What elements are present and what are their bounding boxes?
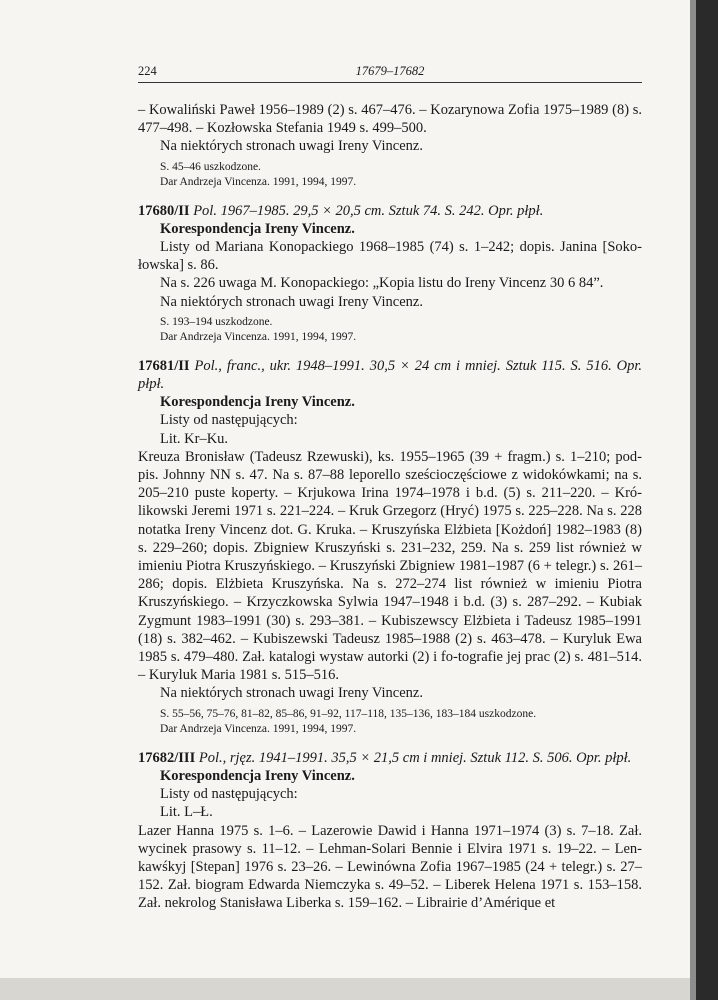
entry-header-17681 — [138, 357, 642, 393]
entry-header-17680 — [138, 202, 642, 220]
page-header — [138, 64, 642, 83]
continuation-text: – Kowaliński Paweł 1956–1989 (2) s. 467–476. – Kozarynowa Zofia 1975–1989 (8) s. 477–498. – Kozłowska Stefania 1949 s. 499–500. — [138, 102, 642, 137]
entry-title: Korespondencja Ireny Vincenz. — [160, 767, 355, 784]
entry-id: 17682/III — [138, 749, 196, 766]
condition-note: S. 55–56, 75–76, 81–82, 85–86, 91–92, 117–118, 135–136, 183–184 uszkodzone. — [160, 707, 537, 720]
entry-title: Korespondencja Ireny Vincenz. — [160, 394, 355, 411]
entry-header-17682 — [138, 749, 642, 767]
provenance-note: Dar Andrzeja Vincenza. 1991, 1994, 1997. — [160, 330, 357, 343]
entry-id: 17680/II — [138, 202, 190, 219]
entry-id: 17681/II — [138, 357, 190, 374]
entry-text: Listy od Mariana Konopackiego 1968–1985 (74) s. 1–242; dopis. Janina [Soko-łowska] s. 86. — [138, 239, 642, 274]
provenance-note: Dar Andrzeja Vincenza. 1991, 1994, 1997. — [160, 722, 357, 735]
note-text: Na niektórych stronach uwagi Ireny Vincenz. — [160, 138, 423, 155]
entry-body: Kreuza Bronisław (Tadeusz Rzewuski), ks. 1955–1965 (39 + fragm.) s. 1–210; pod-pis. Johnny NN s. 47. Na s. 87–88 leporello sześcioczęściowe z widokówkami; na s. 205–210 puste koperty. – Krjukowa Irina 1974–1978 i b.d. (5) s. 211–220. – Kró-likowski Jeremi 1971 s. 221–224. – Kruk Grzegorz (Hryć) 1975 s. 225–228. Na s. 228 notatka Ireny Vincenz dot. G. Kruka. – Kruszyńska Elżbieta [Kożdoń] 1982–1983 (8) s. 229–260; dopis. Zbigniew Kruszyński s. 231–232, 259. Na s. 259 list również w imieniu Piotra Kruszyńskiego. – Kruszyński Zbigniew 1981–1987 (6 + telegr.) s. 261–286; dopis. Elżbieta Kruszyńska. Na s. 272–274 list również w imieniu Piotra Kruszyńskiego. – Krzyczkowska Sylwia 1947–1948 i b.d. (3) s. 287–292. – Kubiak Zygmunt 1983–1991 (30) s. 293–381. – Kubiszewscy Elżbieta i Tadeusz 1985–1991 (18) s. 382–462. – Kubiszewski Tadeusz 1985–1988 (2) s. 463–478. – Kuryluk Ewa 1985 s. 479–480. Zał. katalogi wystaw autorki (2) i fo-tografie jej prac (2) s. 481–514. – Kuryluk Maria 1981 s. 515–516. — [138, 448, 642, 684]
entry-description: Pol., rjęz. 1941–1991. 35,5 × 21,5 cm i mniej. Sztuk 112. S. 506. Opr. płpł. — [198, 749, 632, 766]
page-content — [138, 101, 642, 913]
condition-note: S. 45–46 uszkodzone. — [160, 160, 261, 173]
condition-note: S. 193–194 uszkodzone. — [160, 315, 273, 328]
entry-text: Na s. 226 uwaga M. Konopackiego: „Kopia listu do Ireny Vincenz 30 6 84”. — [160, 275, 604, 292]
entry-letter-range: Lit. L–Ł. — [160, 804, 213, 821]
page-number: 224 — [138, 64, 157, 78]
running-title: 17679–17682 — [355, 64, 425, 78]
entry-description: Pol., franc., ukr. 1948–1991. 30,5 × 24 cm i mniej. Sztuk 115. S. 516. Opr. płpł. — [138, 357, 643, 393]
scan-bottom-margin — [0, 978, 690, 1000]
entry-body: Lazer Hanna 1975 s. 1–6. – Lazerowie Dawid i Hanna 1971–1974 (3) s. 7–18. Zał. wycinek prasowy s. 11–12. – Lehman-Solari Bennie i Elvira 1971 s. 19–22. – Len-kawśkyj [Stepan] 1976 s. 23–26. – Lewinówna Zofia 1967–1985 (24 + telegr.) s. 27–152. Zał. biogram Edwarda Niemczyka s. 49–52. – Liberek Helena 1971 s. 153–158. Zał. nekrolog Stanisława Liberka s. 159–162. – Librairie d’Amérique et — [138, 822, 642, 912]
entry-subtitle: Listy od następujących: — [160, 412, 298, 429]
scan-page-edge — [690, 0, 718, 1000]
provenance-note: Dar Andrzeja Vincenza. 1991, 1994, 1997. — [160, 175, 357, 188]
entry-subtitle: Listy od następujących: — [160, 786, 298, 803]
entry-letter-range: Lit. Kr–Ku. — [160, 430, 229, 447]
note-text: Na niektórych stronach uwagi Ireny Vincenz. — [160, 685, 423, 702]
entry-description: Pol. 1967–1985. 29,5 × 20,5 cm. Sztuk 74. S. 242. Opr. płpł. — [193, 202, 544, 219]
note-text: Na niektórych stronach uwagi Ireny Vincenz. — [160, 293, 423, 310]
entry-title: Korespondencja Ireny Vincenz. — [160, 220, 355, 237]
